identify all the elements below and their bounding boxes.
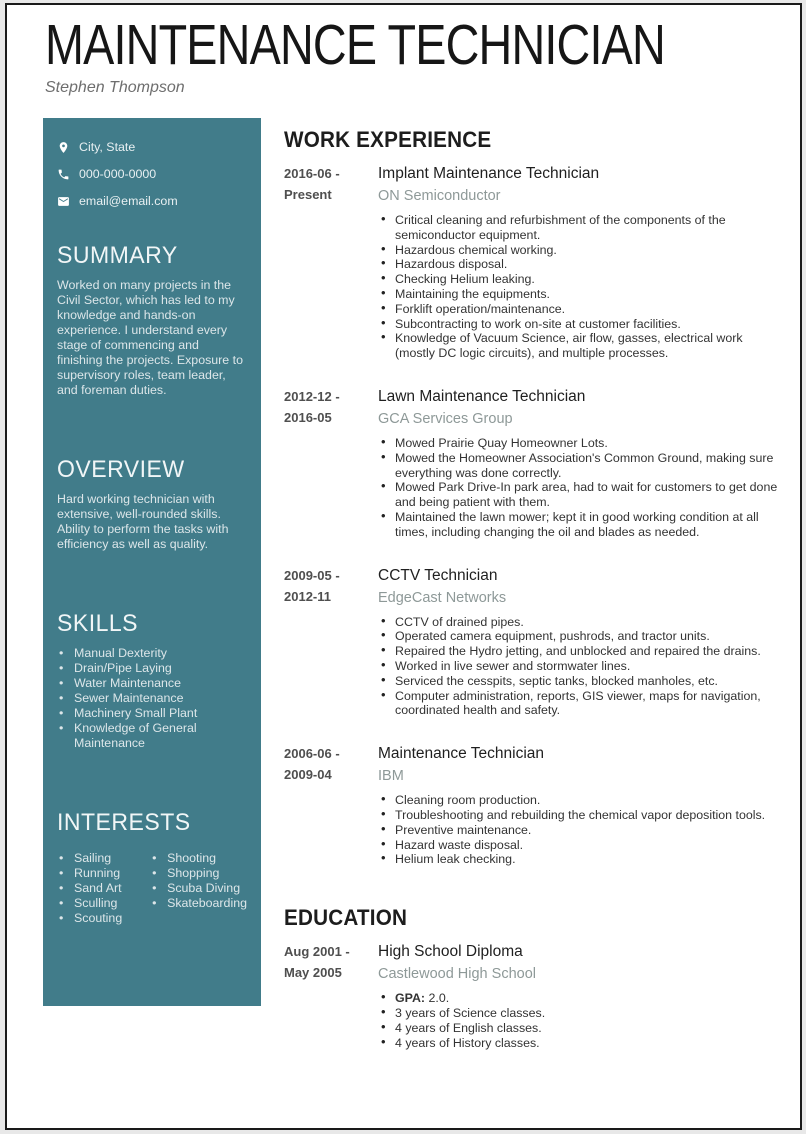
- sidebar-heading: SKILLS: [57, 610, 139, 637]
- entry: [284, 743, 784, 867]
- entry-dates: [284, 163, 378, 361]
- sidebar-section-interests: [57, 808, 247, 926]
- bullet-item: • Operated camera equipment, pushrods, and tractor units.: [378, 629, 778, 644]
- bullet-item: • Worked in live sewer and stormwater lines.: [378, 659, 778, 674]
- list-item: • Sand Art: [57, 881, 150, 896]
- bullet-item: • Maintained the lawn mower; kept it in good working condition at all times, including changing the oil and blades as needed.: [378, 510, 778, 540]
- sidebar-heading: INTERESTS: [57, 809, 191, 836]
- two-column-list: [57, 845, 247, 926]
- entry: [284, 386, 784, 540]
- list-item: • Sailing: [57, 851, 150, 866]
- sidebar-list: [57, 646, 247, 751]
- bullet-bold: GPA:: [395, 991, 426, 1006]
- entry-body: [378, 386, 778, 540]
- resume-page: [5, 3, 802, 1130]
- entry-bullets: [378, 793, 778, 867]
- entry-date-from: 2016-06 -: [284, 166, 340, 181]
- contact-block: [57, 134, 247, 215]
- sidebar-section-overview: [57, 455, 247, 552]
- sidebar-section-summary: [57, 241, 247, 398]
- resume-columns: [7, 118, 800, 1050]
- sidebar-paragraph: Hard working technician with extensive, well-rounded skills. Ability to perform the tasks with efficiency as well as quality.: [57, 492, 229, 551]
- entry-bullets: [378, 213, 778, 361]
- bullet-item: [378, 991, 778, 1006]
- list-item: • Running: [57, 866, 150, 881]
- education-entries: [284, 941, 784, 1050]
- bullet-item: • Checking Helium leaking.: [378, 272, 778, 287]
- phone-icon: [57, 168, 70, 181]
- list-item: • Manual Dexterity: [57, 646, 247, 661]
- contact-text: email@email.com: [79, 194, 178, 208]
- entry-title: CCTV Technician: [378, 566, 498, 584]
- sidebar-list: [150, 851, 247, 926]
- entry-dates: [284, 941, 378, 1050]
- bullet-item: • Cleaning room production.: [378, 793, 778, 808]
- bullet-item: • CCTV of drained pipes.: [378, 615, 778, 630]
- list-item: • Drain/Pipe Laying: [57, 661, 247, 676]
- contact-row: [57, 134, 247, 161]
- bullet-item: • Mowed Prairie Quay Homeowner Lots.: [378, 436, 778, 451]
- entry-date-to: 2012-11: [284, 588, 331, 604]
- contact-text: 000-000-0000: [79, 167, 157, 181]
- entry: [284, 941, 784, 1050]
- entry-dates: [284, 565, 378, 719]
- bullet-item: • Hazard waste disposal.: [378, 838, 778, 853]
- bullet-item: • Maintaining the equipments.: [378, 287, 778, 302]
- contact-row: [57, 188, 247, 215]
- entry-bullets: [378, 436, 778, 540]
- list-item: • Water Maintenance: [57, 676, 247, 691]
- entry-dates: [284, 743, 378, 867]
- education-section: [284, 906, 784, 1050]
- candidate-name: Stephen Thompson: [45, 79, 185, 96]
- bullet-item: • Mowed the Homeowner Association's Common Ground, making sure everything was done correctly.: [378, 451, 778, 481]
- contact-row: [57, 161, 247, 188]
- bullet-item: • Mowed Park Drive-In park area, had to wait for customers to get done and being patient with them.: [378, 480, 778, 510]
- list-item: • Sculling: [57, 896, 150, 911]
- location-icon: [57, 141, 70, 154]
- list-item: • Sewer Maintenance: [57, 691, 247, 706]
- entry-bullets: [378, 615, 778, 719]
- list-item: • Knowledge of General Maintenance: [57, 721, 247, 751]
- entry-company: ON Semiconductor: [378, 188, 501, 204]
- main-column: [284, 118, 784, 1050]
- sidebar-section-skills: [57, 609, 247, 751]
- bullet-item: • 4 years of English classes.: [378, 1021, 778, 1036]
- entry-date-from: Aug 2001 -: [284, 944, 350, 960]
- sidebar-heading: OVERVIEW: [57, 456, 185, 483]
- entry: [284, 163, 784, 361]
- bullet-item: • Hazardous chemical working.: [378, 243, 778, 258]
- entry-date-from: 2006-06 -: [284, 746, 340, 762]
- entry-title: Maintenance Technician: [378, 745, 545, 763]
- bullet-item: • Subcontracting to work on-site at customer facilities.: [378, 317, 778, 332]
- sidebar-paragraph: Worked on many projects in the Civil Sector, which has led to my knowledge and hands-on experience. I understand every stage of commencing and finishing the projects. Exposure to supervisory roles, team leader, and foreman duties.: [57, 278, 243, 397]
- list-item: • Shopping: [150, 866, 247, 881]
- entry-company: EdgeCast Networks: [378, 589, 507, 606]
- bullet-item: • Critical cleaning and refurbishment of the components of the semiconductor equipment.: [378, 213, 778, 243]
- entry-body: [378, 743, 778, 867]
- entry-title: Implant Maintenance Technician: [378, 165, 600, 182]
- entry-date-from: 2012-12 -: [284, 388, 340, 404]
- bullet-item: • Knowledge of Vacuum Science, air flow, gasses, electrical work (mostly DC logic circuits), and multiple processes.: [378, 331, 778, 361]
- entry-body: [378, 941, 778, 1050]
- entry-bullets: [378, 991, 778, 1050]
- list-item: • Skateboarding: [150, 896, 247, 911]
- bullet-item: • Helium leak checking.: [378, 852, 778, 867]
- entry-company: Castlewood High School: [378, 966, 536, 983]
- page-title: MAINTENANCE TECHNICIAN: [45, 13, 665, 77]
- entry: [284, 565, 784, 719]
- work-experience-heading: WORK EXPERIENCE: [284, 127, 492, 152]
- entry-title: Lawn Maintenance Technician: [378, 387, 586, 405]
- entry-company: IBM: [378, 768, 404, 785]
- bullet-item: • Serviced the cesspits, septic tanks, blocked manholes, etc.: [378, 674, 778, 689]
- list-item: • Scouting: [57, 911, 150, 926]
- entry-company: GCA Services Group: [378, 410, 513, 427]
- bullet-item: • Troubleshooting and rebuilding the chemical vapor deposition tools.: [378, 808, 778, 823]
- entry-title: High School Diploma: [378, 943, 523, 961]
- jobs-list: [284, 163, 784, 867]
- entry-body: [378, 565, 778, 719]
- bullet-item: • 4 years of History classes.: [378, 1036, 778, 1051]
- list-item: • Machinery Small Plant: [57, 706, 247, 721]
- education-heading: EDUCATION: [284, 905, 408, 931]
- sidebar-heading: SUMMARY: [57, 242, 178, 269]
- contact-text: City, State: [79, 140, 136, 154]
- entry-date-from: 2009-05 -: [284, 567, 340, 583]
- entry-date-to: May 2005: [284, 965, 342, 981]
- work-experience-section: [284, 128, 784, 867]
- bullet-item: • Repaired the Hydro jetting, and unblocked and repaired the drains.: [378, 644, 778, 659]
- entry-date-to: Present: [284, 187, 332, 202]
- bullet-item: • Computer administration, reports, GIS viewer, maps for navigation, coordinated health and safety.: [378, 689, 778, 719]
- bullet-item: • Hazardous disposal.: [378, 257, 778, 272]
- entry-body: [378, 163, 778, 361]
- list-item: • Shooting: [150, 851, 247, 866]
- resume-header: [7, 5, 800, 97]
- entry-date-to: 2016-05: [284, 409, 332, 425]
- entry-dates: [284, 386, 378, 540]
- list-item: • Scuba Diving: [150, 881, 247, 896]
- bullet-item: • Forklift operation/maintenance.: [378, 302, 778, 317]
- bullet-item: • 3 years of Science classes.: [378, 1006, 778, 1021]
- bullet-item: • Preventive maintenance.: [378, 823, 778, 838]
- entry-date-to: 2009-04: [284, 767, 332, 783]
- sidebar-list: [57, 851, 150, 926]
- sidebar: [43, 118, 261, 1006]
- email-icon: [57, 195, 70, 208]
- sidebar-sections: [57, 241, 247, 926]
- bullet-text: 2.0.: [425, 991, 450, 1006]
